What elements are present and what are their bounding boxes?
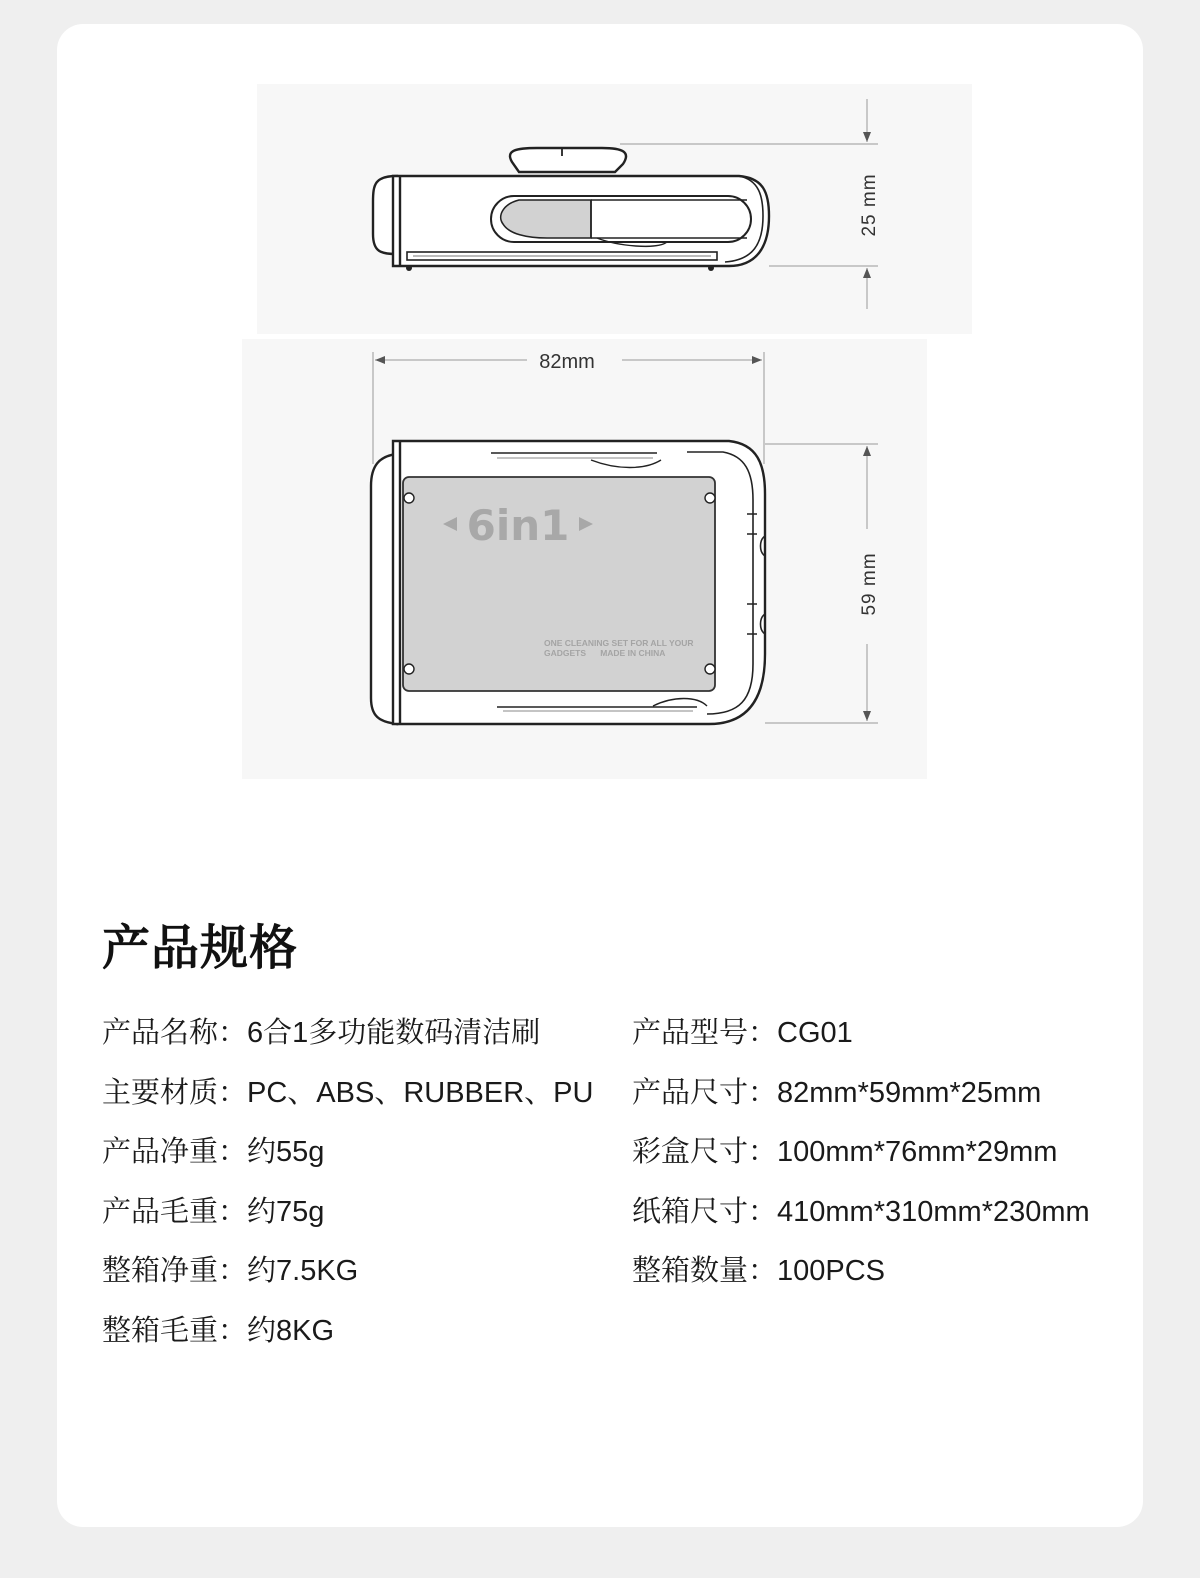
spec-value: 100PCS <box>777 1255 886 1287</box>
spec-label: 整箱数量： <box>632 1253 778 1287</box>
spec-value: 约8KG <box>247 1314 335 1347</box>
spec-value: 100mm*76mm*29mm <box>777 1136 1058 1168</box>
product-dimension-drawing <box>57 24 1143 844</box>
spec-value: PC、ABS、RUBBER、PU <box>247 1076 594 1109</box>
spec-label: 整箱净重： <box>102 1253 248 1287</box>
spec-value: 410mm*310mm*230mm <box>777 1195 1090 1228</box>
spec-value: 6合1多功能数码清洁刷 <box>247 1017 541 1049</box>
spec-label: 产品毛重： <box>102 1193 248 1228</box>
spec-label: 产品型号： <box>632 1015 778 1049</box>
fine-print-line-2: GADGETS MADE IN CHINA <box>544 648 666 658</box>
fine-print-line-1: ONE CLEANING SET FOR ALL YOUR <box>544 638 694 648</box>
spec-value: 约75g <box>247 1195 325 1228</box>
spec-label: 产品尺寸： <box>632 1074 778 1109</box>
height-dimension-label: 25 mm <box>859 173 880 237</box>
spec-row-material <box>102 1072 593 1132</box>
specs-right-column <box>632 1012 1090 1310</box>
top-view <box>371 441 765 724</box>
spec-value: 约55g <box>247 1136 325 1168</box>
spec-row-box-size <box>632 1131 1090 1191</box>
spec-row-carton-size <box>632 1191 1090 1251</box>
spec-label: 产品净重： <box>102 1134 248 1168</box>
spec-row-net-weight <box>102 1131 593 1191</box>
spec-row-model <box>632 1012 1090 1072</box>
content-card <box>57 24 1143 1527</box>
spec-row-carton-quantity <box>632 1250 1090 1310</box>
spec-row-carton-net-weight <box>102 1250 593 1310</box>
depth-dimension-label: 59 mm <box>859 552 880 616</box>
spec-row-carton-gross-weight <box>102 1310 593 1370</box>
spec-row-product-name <box>102 1012 593 1072</box>
spec-label: 产品名称： <box>102 1015 248 1049</box>
spec-value: 82mm*59mm*25mm <box>777 1076 1042 1109</box>
spec-value: 约7.5KG <box>247 1255 359 1287</box>
spec-row-product-size <box>632 1072 1090 1132</box>
spec-value: CG01 <box>777 1017 853 1049</box>
specs-left-column <box>102 1012 593 1369</box>
specs-title: 产品规格 <box>102 920 299 976</box>
spec-label: 主要材质： <box>102 1074 248 1109</box>
badge-6in1-text: 6in1 <box>466 501 570 550</box>
spec-row-gross-weight <box>102 1191 593 1251</box>
spec-label: 彩盒尺寸： <box>632 1134 778 1168</box>
width-dimension-label: 82mm <box>539 351 595 373</box>
spec-label: 整箱毛重： <box>102 1312 248 1347</box>
spec-label: 纸箱尺寸： <box>632 1193 778 1228</box>
